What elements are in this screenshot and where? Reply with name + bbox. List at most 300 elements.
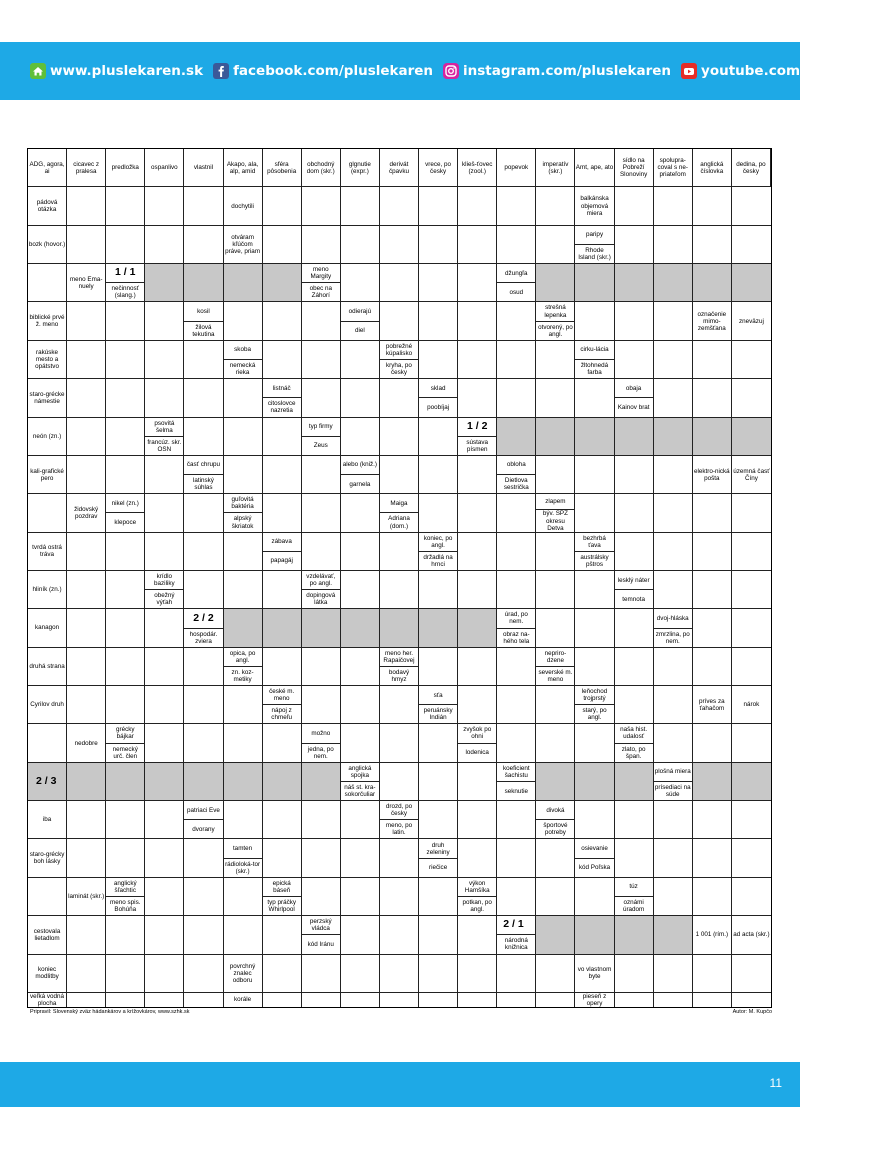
answer-cell[interactable] bbox=[654, 302, 693, 340]
answer-cell[interactable] bbox=[654, 648, 693, 686]
answer-cell[interactable] bbox=[302, 379, 341, 417]
answer-cell[interactable] bbox=[341, 494, 380, 532]
answer-cell[interactable] bbox=[28, 878, 67, 916]
answer-cell[interactable] bbox=[263, 571, 302, 609]
answer-cell[interactable] bbox=[224, 686, 263, 724]
answer-cell[interactable] bbox=[693, 609, 732, 647]
answer-cell[interactable] bbox=[497, 955, 536, 993]
answer-cell[interactable] bbox=[380, 993, 419, 1007]
answer-cell[interactable] bbox=[419, 302, 458, 340]
answer-cell[interactable] bbox=[497, 187, 536, 225]
answer-cell[interactable] bbox=[184, 724, 223, 762]
answer-cell[interactable] bbox=[145, 456, 184, 494]
answer-cell[interactable] bbox=[419, 494, 458, 532]
answer-cell[interactable] bbox=[302, 801, 341, 839]
answer-cell[interactable] bbox=[458, 533, 497, 571]
answer-cell[interactable] bbox=[419, 264, 458, 302]
answer-cell[interactable] bbox=[693, 494, 732, 532]
answer-cell[interactable] bbox=[458, 341, 497, 379]
answer-cell[interactable] bbox=[615, 839, 654, 877]
answer-cell[interactable] bbox=[536, 686, 575, 724]
answer-cell[interactable] bbox=[145, 878, 184, 916]
answer-cell[interactable] bbox=[419, 724, 458, 762]
answer-cell[interactable] bbox=[732, 993, 771, 1007]
answer-cell[interactable] bbox=[732, 571, 771, 609]
answer-cell[interactable] bbox=[536, 379, 575, 417]
answer-cell[interactable] bbox=[28, 494, 67, 532]
answer-cell[interactable] bbox=[145, 993, 184, 1007]
answer-cell[interactable] bbox=[536, 456, 575, 494]
answer-cell[interactable] bbox=[67, 686, 106, 724]
answer-cell[interactable] bbox=[380, 302, 419, 340]
answer-cell[interactable] bbox=[654, 533, 693, 571]
answer-cell[interactable] bbox=[380, 955, 419, 993]
answer-cell[interactable] bbox=[575, 456, 614, 494]
answer-cell[interactable] bbox=[302, 226, 341, 264]
answer-cell[interactable] bbox=[615, 686, 654, 724]
answer-cell[interactable] bbox=[458, 916, 497, 954]
answer-cell[interactable] bbox=[419, 226, 458, 264]
answer-cell[interactable] bbox=[184, 418, 223, 456]
answer-cell[interactable] bbox=[615, 302, 654, 340]
answer-cell[interactable] bbox=[302, 494, 341, 532]
answer-cell[interactable] bbox=[732, 648, 771, 686]
answer-cell[interactable] bbox=[458, 302, 497, 340]
answer-cell[interactable] bbox=[497, 648, 536, 686]
answer-cell[interactable] bbox=[263, 916, 302, 954]
answer-cell[interactable] bbox=[145, 379, 184, 417]
answer-cell[interactable] bbox=[184, 187, 223, 225]
answer-cell[interactable] bbox=[693, 379, 732, 417]
answer-cell[interactable] bbox=[184, 494, 223, 532]
answer-cell[interactable] bbox=[341, 724, 380, 762]
answer-cell[interactable] bbox=[497, 839, 536, 877]
answer-cell[interactable] bbox=[106, 418, 145, 456]
answer-cell[interactable] bbox=[67, 302, 106, 340]
answer-cell[interactable] bbox=[458, 379, 497, 417]
answer-cell[interactable] bbox=[106, 571, 145, 609]
answer-cell[interactable] bbox=[536, 341, 575, 379]
answer-cell[interactable] bbox=[497, 724, 536, 762]
answer-cell[interactable] bbox=[67, 456, 106, 494]
answer-cell[interactable] bbox=[458, 456, 497, 494]
answer-cell[interactable] bbox=[732, 187, 771, 225]
answer-cell[interactable] bbox=[615, 648, 654, 686]
answer-cell[interactable] bbox=[106, 533, 145, 571]
clue-cell bbox=[575, 955, 614, 993]
answer-cell[interactable] bbox=[106, 993, 145, 1007]
answer-cell[interactable] bbox=[380, 878, 419, 916]
answer-cell[interactable] bbox=[380, 763, 419, 801]
answer-cell[interactable] bbox=[380, 379, 419, 417]
answer-cell[interactable] bbox=[732, 226, 771, 264]
answer-cell[interactable] bbox=[732, 724, 771, 762]
answer-cell[interactable] bbox=[575, 878, 614, 916]
answer-cell[interactable] bbox=[497, 993, 536, 1007]
answer-cell[interactable] bbox=[106, 187, 145, 225]
answer-cell[interactable] bbox=[106, 226, 145, 264]
answer-cell[interactable] bbox=[419, 648, 458, 686]
answer-cell[interactable] bbox=[67, 418, 106, 456]
answer-cell[interactable] bbox=[341, 226, 380, 264]
answer-cell[interactable] bbox=[106, 341, 145, 379]
answer-cell[interactable] bbox=[263, 955, 302, 993]
answer-cell[interactable] bbox=[380, 839, 419, 877]
answer-cell[interactable] bbox=[536, 571, 575, 609]
answer-cell[interactable] bbox=[184, 341, 223, 379]
answer-cell[interactable] bbox=[536, 839, 575, 877]
answer-cell[interactable] bbox=[145, 341, 184, 379]
answer-cell[interactable] bbox=[224, 418, 263, 456]
clue-text: lesklý náter bbox=[617, 576, 650, 584]
answer-cell[interactable] bbox=[224, 302, 263, 340]
answer-cell[interactable] bbox=[615, 955, 654, 993]
answer-cell[interactable] bbox=[654, 456, 693, 494]
answer-cell[interactable] bbox=[693, 187, 732, 225]
answer-cell[interactable] bbox=[106, 648, 145, 686]
answer-cell[interactable] bbox=[693, 226, 732, 264]
answer-cell[interactable] bbox=[67, 839, 106, 877]
answer-cell[interactable] bbox=[67, 187, 106, 225]
answer-cell[interactable] bbox=[536, 993, 575, 1007]
answer-cell[interactable] bbox=[732, 955, 771, 993]
answer-cell[interactable] bbox=[184, 993, 223, 1007]
answer-cell[interactable] bbox=[693, 878, 732, 916]
answer-cell[interactable] bbox=[67, 226, 106, 264]
clue-text: anglický šľachtic bbox=[113, 879, 137, 894]
answer-cell[interactable] bbox=[419, 916, 458, 954]
answer-cell[interactable] bbox=[654, 379, 693, 417]
answer-cell[interactable] bbox=[732, 494, 771, 532]
answer-cell[interactable] bbox=[497, 571, 536, 609]
answer-cell[interactable] bbox=[67, 955, 106, 993]
clue-text: sklad bbox=[430, 384, 446, 392]
answer-cell[interactable] bbox=[419, 993, 458, 1007]
answer-cell[interactable] bbox=[302, 955, 341, 993]
answer-cell[interactable] bbox=[654, 878, 693, 916]
clue-text: obloha bbox=[506, 461, 526, 469]
answer-cell[interactable] bbox=[380, 226, 419, 264]
answer-cell[interactable] bbox=[302, 533, 341, 571]
answer-cell[interactable] bbox=[732, 801, 771, 839]
answer-cell[interactable] bbox=[654, 955, 693, 993]
answer-cell[interactable] bbox=[497, 533, 536, 571]
answer-cell[interactable] bbox=[693, 993, 732, 1007]
answer-cell[interactable] bbox=[184, 533, 223, 571]
answer-cell[interactable] bbox=[145, 533, 184, 571]
answer-cell[interactable] bbox=[575, 571, 614, 609]
answer-cell[interactable] bbox=[67, 648, 106, 686]
answer-cell[interactable] bbox=[654, 839, 693, 877]
answer-cell[interactable] bbox=[732, 379, 771, 417]
clue-text: označenie mimo-zemšťana bbox=[697, 310, 727, 332]
answer-cell[interactable] bbox=[302, 187, 341, 225]
answer-cell[interactable] bbox=[67, 801, 106, 839]
answer-cell[interactable] bbox=[458, 801, 497, 839]
answer-cell[interactable] bbox=[224, 379, 263, 417]
answer-cell[interactable] bbox=[615, 609, 654, 647]
answer-cell[interactable] bbox=[224, 456, 263, 494]
answer-cell[interactable] bbox=[263, 456, 302, 494]
answer-cell[interactable] bbox=[458, 686, 497, 724]
answer-cell[interactable] bbox=[341, 916, 380, 954]
answer-cell[interactable] bbox=[497, 494, 536, 532]
answer-cell[interactable] bbox=[302, 878, 341, 916]
answer-cell[interactable] bbox=[419, 341, 458, 379]
answer-cell[interactable] bbox=[458, 571, 497, 609]
answer-cell[interactable] bbox=[224, 916, 263, 954]
answer-cell[interactable] bbox=[458, 226, 497, 264]
answer-cell[interactable] bbox=[184, 878, 223, 916]
answer-cell[interactable] bbox=[224, 533, 263, 571]
credits-left: Pripravil: Slovenský zväz hádankárov a krížovkárov, www.szhk.sk bbox=[30, 1009, 190, 1015]
answer-cell[interactable] bbox=[184, 648, 223, 686]
answer-cell[interactable] bbox=[224, 571, 263, 609]
answer-cell[interactable] bbox=[615, 341, 654, 379]
answer-cell[interactable] bbox=[67, 916, 106, 954]
header-link-facebook[interactable] bbox=[213, 63, 433, 79]
answer-cell[interactable] bbox=[145, 302, 184, 340]
answer-cell[interactable] bbox=[497, 226, 536, 264]
answer-cell[interactable] bbox=[536, 226, 575, 264]
answer-cell[interactable] bbox=[106, 801, 145, 839]
answer-cell[interactable] bbox=[654, 571, 693, 609]
answer-cell[interactable] bbox=[458, 494, 497, 532]
answer-cell[interactable] bbox=[302, 839, 341, 877]
answer-cell[interactable] bbox=[458, 839, 497, 877]
answer-cell[interactable] bbox=[184, 226, 223, 264]
answer-cell[interactable] bbox=[263, 494, 302, 532]
answer-cell[interactable] bbox=[67, 993, 106, 1007]
answer-cell[interactable] bbox=[419, 763, 458, 801]
answer-cell[interactable] bbox=[341, 801, 380, 839]
answer-cell[interactable] bbox=[145, 494, 184, 532]
answer-cell[interactable] bbox=[575, 724, 614, 762]
answer-cell[interactable] bbox=[224, 724, 263, 762]
answer-cell[interactable] bbox=[497, 379, 536, 417]
answer-cell[interactable] bbox=[184, 916, 223, 954]
answer-cell[interactable] bbox=[106, 379, 145, 417]
answer-cell[interactable] bbox=[419, 955, 458, 993]
answer-cell[interactable] bbox=[654, 993, 693, 1007]
answer-cell[interactable] bbox=[654, 226, 693, 264]
answer-cell[interactable] bbox=[380, 456, 419, 494]
answer-cell[interactable] bbox=[341, 648, 380, 686]
header-link-home[interactable] bbox=[30, 63, 203, 79]
answer-cell[interactable] bbox=[732, 839, 771, 877]
answer-cell[interactable] bbox=[380, 916, 419, 954]
answer-cell[interactable] bbox=[693, 533, 732, 571]
answer-cell[interactable] bbox=[106, 839, 145, 877]
answer-cell[interactable] bbox=[106, 686, 145, 724]
answer-cell[interactable] bbox=[536, 187, 575, 225]
answer-cell[interactable] bbox=[575, 379, 614, 417]
answer-cell[interactable] bbox=[575, 302, 614, 340]
answer-cell[interactable] bbox=[145, 187, 184, 225]
answer-cell[interactable] bbox=[497, 302, 536, 340]
answer-cell[interactable] bbox=[693, 571, 732, 609]
answer-cell[interactable] bbox=[145, 839, 184, 877]
answer-cell[interactable] bbox=[654, 494, 693, 532]
answer-cell[interactable] bbox=[184, 955, 223, 993]
answer-cell[interactable] bbox=[184, 379, 223, 417]
answer-cell[interactable] bbox=[654, 341, 693, 379]
answer-cell[interactable] bbox=[263, 418, 302, 456]
answer-cell[interactable] bbox=[615, 456, 654, 494]
answer-cell[interactable] bbox=[419, 801, 458, 839]
answer-cell[interactable] bbox=[732, 609, 771, 647]
answer-cell[interactable] bbox=[732, 878, 771, 916]
answer-cell[interactable] bbox=[67, 609, 106, 647]
answer-cell[interactable] bbox=[458, 763, 497, 801]
answer-cell[interactable] bbox=[536, 878, 575, 916]
answer-cell[interactable] bbox=[458, 264, 497, 302]
answer-cell[interactable] bbox=[145, 916, 184, 954]
answer-cell[interactable] bbox=[380, 533, 419, 571]
answer-cell[interactable] bbox=[693, 801, 732, 839]
answer-cell[interactable] bbox=[419, 571, 458, 609]
header-link-youtube[interactable] bbox=[681, 63, 894, 79]
answer-cell[interactable] bbox=[419, 456, 458, 494]
answer-cell[interactable] bbox=[732, 341, 771, 379]
clue-text: francúz. skr. OSN bbox=[145, 436, 183, 455]
answer-cell[interactable] bbox=[67, 533, 106, 571]
answer-cell[interactable] bbox=[654, 801, 693, 839]
answer-cell[interactable] bbox=[263, 993, 302, 1007]
answer-cell[interactable] bbox=[497, 878, 536, 916]
answer-cell[interactable] bbox=[184, 571, 223, 609]
clue-text: dopingová látka bbox=[302, 589, 340, 608]
answer-cell[interactable] bbox=[732, 533, 771, 571]
answer-cell[interactable] bbox=[380, 571, 419, 609]
answer-cell[interactable] bbox=[145, 226, 184, 264]
answer-cell[interactable] bbox=[28, 724, 67, 762]
answer-cell[interactable] bbox=[615, 226, 654, 264]
answer-cell[interactable] bbox=[106, 609, 145, 647]
answer-cell[interactable] bbox=[693, 839, 732, 877]
answer-cell[interactable] bbox=[575, 609, 614, 647]
answer-cell[interactable] bbox=[145, 686, 184, 724]
answer-cell[interactable] bbox=[380, 187, 419, 225]
answer-cell[interactable] bbox=[341, 839, 380, 877]
answer-cell[interactable] bbox=[419, 418, 458, 456]
answer-cell[interactable] bbox=[536, 609, 575, 647]
answer-cell[interactable] bbox=[341, 533, 380, 571]
answer-cell[interactable] bbox=[536, 533, 575, 571]
answer-cell[interactable] bbox=[536, 955, 575, 993]
answer-cell[interactable] bbox=[224, 801, 263, 839]
answer-cell[interactable] bbox=[67, 379, 106, 417]
answer-cell[interactable] bbox=[693, 724, 732, 762]
answer-cell[interactable] bbox=[263, 648, 302, 686]
answer-cell[interactable] bbox=[380, 264, 419, 302]
answer-cell[interactable] bbox=[497, 686, 536, 724]
answer-cell[interactable] bbox=[380, 686, 419, 724]
answer-cell[interactable] bbox=[184, 839, 223, 877]
answer-cell[interactable] bbox=[28, 264, 67, 302]
answer-cell[interactable] bbox=[458, 648, 497, 686]
answer-cell[interactable] bbox=[575, 494, 614, 532]
answer-cell[interactable] bbox=[145, 955, 184, 993]
answer-cell[interactable] bbox=[67, 571, 106, 609]
answer-cell[interactable] bbox=[145, 609, 184, 647]
answer-cell[interactable] bbox=[145, 648, 184, 686]
answer-cell[interactable] bbox=[341, 187, 380, 225]
answer-cell[interactable] bbox=[693, 955, 732, 993]
answer-cell[interactable] bbox=[106, 456, 145, 494]
answer-cell[interactable] bbox=[302, 302, 341, 340]
answer-cell[interactable] bbox=[497, 341, 536, 379]
answer-cell[interactable] bbox=[106, 916, 145, 954]
answer-cell[interactable] bbox=[693, 648, 732, 686]
answer-cell[interactable] bbox=[654, 187, 693, 225]
answer-cell[interactable] bbox=[654, 686, 693, 724]
answer-cell[interactable] bbox=[419, 878, 458, 916]
answer-cell[interactable] bbox=[341, 686, 380, 724]
answer-cell[interactable] bbox=[302, 993, 341, 1007]
answer-cell[interactable] bbox=[302, 686, 341, 724]
answer-cell[interactable] bbox=[302, 341, 341, 379]
answer-cell[interactable] bbox=[224, 878, 263, 916]
answer-cell[interactable] bbox=[693, 341, 732, 379]
answer-cell[interactable] bbox=[380, 418, 419, 456]
answer-cell[interactable] bbox=[67, 341, 106, 379]
answer-cell[interactable] bbox=[615, 494, 654, 532]
answer-cell[interactable] bbox=[302, 648, 341, 686]
answer-cell[interactable] bbox=[615, 993, 654, 1007]
answer-cell[interactable] bbox=[575, 801, 614, 839]
answer-cell[interactable] bbox=[654, 724, 693, 762]
answer-cell[interactable] bbox=[497, 801, 536, 839]
header-link-instagram[interactable] bbox=[443, 63, 671, 79]
answer-cell[interactable] bbox=[458, 187, 497, 225]
answer-cell[interactable] bbox=[145, 724, 184, 762]
answer-cell[interactable] bbox=[341, 955, 380, 993]
answer-cell[interactable] bbox=[458, 955, 497, 993]
answer-cell[interactable] bbox=[458, 993, 497, 1007]
answer-cell[interactable] bbox=[145, 801, 184, 839]
answer-cell[interactable] bbox=[341, 418, 380, 456]
answer-cell[interactable] bbox=[302, 456, 341, 494]
answer-cell[interactable] bbox=[575, 648, 614, 686]
answer-cell[interactable] bbox=[263, 839, 302, 877]
answer-cell[interactable] bbox=[106, 302, 145, 340]
answer-cell[interactable] bbox=[341, 993, 380, 1007]
answer-cell[interactable] bbox=[263, 226, 302, 264]
answer-cell[interactable] bbox=[380, 724, 419, 762]
answer-cell[interactable] bbox=[263, 341, 302, 379]
answer-cell[interactable] bbox=[419, 187, 458, 225]
clue-text: krídlo baziliky bbox=[154, 573, 175, 588]
answer-cell[interactable] bbox=[341, 341, 380, 379]
answer-cell[interactable] bbox=[341, 264, 380, 302]
answer-cell[interactable] bbox=[536, 724, 575, 762]
answer-cell[interactable] bbox=[615, 187, 654, 225]
answer-cell[interactable] bbox=[263, 187, 302, 225]
answer-cell[interactable] bbox=[263, 724, 302, 762]
answer-cell[interactable] bbox=[106, 955, 145, 993]
answer-cell[interactable] bbox=[341, 379, 380, 417]
answer-cell[interactable] bbox=[184, 686, 223, 724]
answer-cell[interactable] bbox=[263, 302, 302, 340]
answer-cell[interactable] bbox=[341, 878, 380, 916]
clue-text: vo vlastnom byte bbox=[577, 966, 612, 981]
answer-cell[interactable] bbox=[263, 801, 302, 839]
answer-cell[interactable] bbox=[615, 801, 654, 839]
answer-cell[interactable] bbox=[341, 571, 380, 609]
answer-cell[interactable] bbox=[615, 533, 654, 571]
clue-cell bbox=[419, 533, 458, 571]
